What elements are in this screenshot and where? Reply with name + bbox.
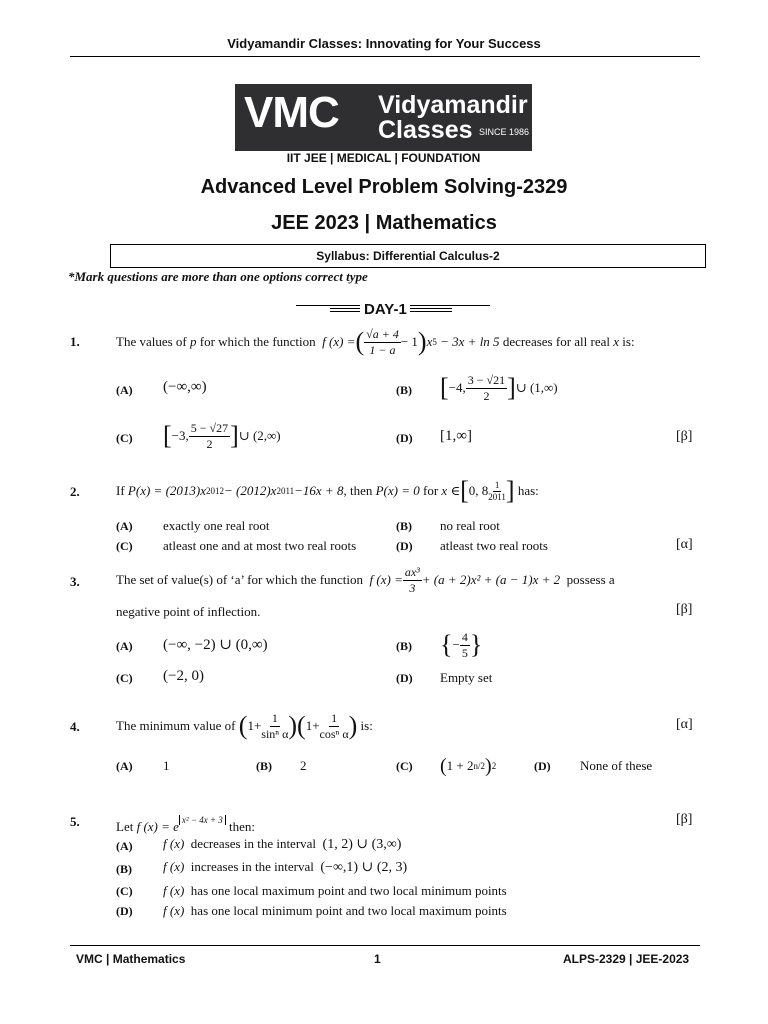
q3-option-c: (−2, 0): [163, 668, 204, 684]
paren: (: [238, 711, 248, 740]
q5b-interval: (−∞,1) ∪ (2, 3): [320, 860, 408, 875]
q5d-text: has one local minimum point and two local maximum points: [190, 903, 507, 918]
q1c-fraction: [189, 421, 230, 451]
q4-f1-num: 1: [271, 711, 278, 726]
q4-fraction-2: [320, 711, 349, 741]
q5-option-c: [163, 883, 507, 899]
q2-text-a: If: [116, 483, 125, 498]
question-4-stem: [116, 704, 373, 748]
question-5-number: 5.: [70, 814, 80, 829]
page-number: 1: [374, 952, 381, 966]
q1-frac-num: √a + 4: [366, 327, 399, 342]
footer-left: VMC | Mathematics: [76, 952, 186, 966]
document-title: Advanced Level Problem Solving-2329: [200, 176, 568, 198]
q4-f2-den: cosⁿ α: [319, 726, 349, 741]
q1-option-c: [163, 416, 281, 456]
q1-func-lhs: f (x) =: [322, 334, 356, 349]
q5-option-b-label: (B): [116, 862, 132, 876]
day-rule-right: [410, 305, 490, 306]
logo-since: SINCE 1986: [479, 127, 530, 137]
q1b-den: 2: [483, 388, 490, 403]
q5-option-d-label: (D): [116, 904, 133, 918]
day-label: DAY-1: [364, 301, 407, 318]
q2-option-c-label: (C): [116, 539, 133, 553]
multi-correct-note: *Mark questions are more than one options correct type: [68, 269, 368, 284]
q4c-square: 2: [491, 761, 497, 771]
q5c-fx: f (x): [163, 883, 185, 898]
q3b-den: 5: [461, 645, 468, 660]
q1-option-a-label: (A): [116, 383, 133, 397]
day-rule-left: [296, 305, 360, 306]
q1-option-b: [440, 368, 558, 408]
q1-exp: 5: [432, 337, 437, 347]
q2-answer-mark: [α]: [676, 537, 693, 552]
q4-text-b: is:: [360, 718, 373, 733]
q3-option-b-label: (B): [396, 639, 412, 653]
paren: (: [297, 711, 306, 740]
q1c-den: 2: [206, 436, 213, 451]
q1-var-p: p: [190, 334, 197, 349]
q1b-fraction: [466, 373, 507, 403]
q3-option-d-label: (D): [396, 671, 413, 685]
q3-frac-num: ax³: [404, 565, 420, 580]
paren: ): [348, 711, 358, 740]
q4c-pre: 1 + 2: [446, 758, 474, 773]
bracket: ]: [507, 373, 516, 402]
day-rule-right: [410, 308, 452, 309]
q5b-text: increases in the interval: [190, 859, 314, 874]
q1-tail: − 3x + ln 5: [440, 334, 500, 349]
logo-mark: VMC: [244, 88, 339, 137]
q5-text-b: then:: [229, 819, 256, 834]
q5-option-b: [163, 859, 407, 876]
q4-option-c: [440, 752, 496, 780]
q1b-pre: −4,: [448, 380, 466, 395]
question-2-stem: [116, 469, 539, 513]
q2-option-b-label: (B): [396, 519, 412, 533]
question-3-stem: [116, 558, 615, 602]
q3b-fraction: [460, 630, 470, 660]
bracket: [: [440, 373, 449, 402]
q4-f1-den: sinⁿ α: [261, 726, 289, 741]
q1c-post: ∪ (2,∞): [238, 428, 281, 443]
q1-option-d-label: (D): [396, 431, 413, 445]
q2-e2: 2011: [276, 486, 295, 496]
q5-answer-mark: [β]: [676, 812, 693, 827]
q1c-pre: −3,: [171, 428, 189, 443]
question-1-number: 1.: [70, 334, 80, 349]
q2-int-exp: [488, 480, 506, 503]
question-5-stem: [116, 805, 255, 835]
q5b-fx: f (x): [163, 859, 185, 874]
q2-int-den: 2011: [488, 491, 506, 502]
q5-option-a-label: (A): [116, 839, 133, 853]
q4-text-a: The minimum value of: [116, 718, 236, 733]
q1-var-x: x: [613, 334, 620, 349]
q2-int-num: 1: [494, 479, 500, 490]
q2-int-pre: 0, 8: [468, 483, 489, 498]
paren: ): [417, 327, 427, 356]
q3-func-lhs: f (x) =: [369, 572, 403, 587]
paren: ): [288, 711, 298, 740]
q1b-num: 3 − √21: [467, 373, 506, 388]
q2-option-c: atleast one and at most two real roots: [163, 538, 357, 553]
q2-text-c: for: [423, 483, 439, 498]
q3-option-c-label: (C): [116, 671, 133, 685]
q5-text-a: Let: [116, 819, 134, 834]
q2-option-d-label: (D): [396, 539, 413, 553]
paren: ): [485, 755, 492, 777]
q4c-exp: n/2: [473, 761, 486, 771]
q1-option-d: [1,∞]: [440, 428, 472, 444]
logo-name-line2: Classes: [378, 116, 473, 144]
q3-option-b: [440, 624, 482, 666]
brace: {: [440, 630, 453, 659]
q1-option-a: (−∞,∞): [163, 379, 207, 395]
q2-poly3: −16x + 8: [294, 483, 344, 498]
q3-fraction: [403, 565, 422, 595]
paren: (: [440, 755, 447, 777]
q1-option-b-label: (B): [396, 383, 412, 397]
q4-answer-mark: [α]: [676, 717, 693, 732]
q5-option-d: [163, 903, 507, 919]
day-rule-left: [330, 308, 360, 309]
q3b-pre: −: [452, 637, 460, 652]
q1b-post: ∪ (1,∞): [515, 380, 558, 395]
q1-end: is:: [622, 334, 635, 349]
q1-text: The values of: [116, 334, 187, 349]
q5-exp: x² − 4x + 3: [179, 815, 226, 825]
bracket: ]: [505, 476, 515, 505]
bracket: [: [163, 421, 172, 450]
q1c-num: 5 − √27: [190, 421, 229, 436]
q5-option-a: [163, 836, 401, 853]
q2-poly: P(x) = (2013)x: [127, 483, 206, 498]
q5-option-c-label: (C): [116, 884, 133, 898]
q5-func: f (x) = e: [136, 819, 179, 834]
q4-one: 1+: [247, 718, 262, 733]
q1-minus-one: − 1: [400, 334, 418, 349]
syllabus-box: Syllabus: Differential Calculus-2: [110, 244, 706, 268]
q2-text-d: has:: [517, 483, 539, 498]
q2-poly2: − (2012)x: [224, 483, 277, 498]
bracket: [: [460, 476, 469, 505]
q2-dom: x ∈: [441, 483, 461, 498]
q3-option-a-label: (A): [116, 639, 133, 653]
q2-text-b: , then: [343, 483, 373, 498]
page-header-title: Vidyamandir Classes: Innovating for Your Success: [227, 36, 541, 51]
q1-post: decreases for all real: [502, 334, 610, 349]
q2-cond: P(x) = 0: [375, 483, 420, 498]
question-4-number: 4.: [70, 719, 80, 734]
q2-option-d: atleast two real roots: [440, 538, 548, 553]
q4-option-a-label: (A): [116, 759, 133, 773]
q4-f2-num: 1: [331, 711, 338, 726]
q5a-fx: f (x): [163, 836, 185, 851]
q4-option-d: None of these: [580, 758, 653, 773]
q4-option-b-label: (B): [256, 759, 272, 773]
q1-fraction: [364, 327, 401, 357]
q3-frac-den: 3: [409, 580, 416, 595]
q3-text-a: The set of value(s) of ‘a’ for which the function: [116, 572, 364, 587]
paren: (: [355, 327, 365, 356]
logo-tagline: IIT JEE | MEDICAL | FOUNDATION: [286, 151, 481, 165]
question-3-number: 3.: [70, 574, 80, 589]
q5a-interval: (1, 2) ∪ (3,∞): [322, 837, 402, 852]
q4-fraction-1: [261, 711, 288, 741]
q1-frac-den: 1 − a: [369, 342, 396, 357]
q5c-text: has one local maximum point and two local minimum points: [190, 883, 507, 898]
bracket: ]: [230, 421, 239, 450]
header-rule: [70, 56, 700, 57]
footer-right: ALPS-2329 | JEE-2023: [563, 952, 690, 966]
q1-text-mid: for which the function: [199, 334, 316, 349]
footer-rule: [70, 945, 700, 946]
q3-option-d: Empty set: [440, 670, 493, 685]
q2-e1: 2012: [206, 486, 224, 496]
day-rule-right: [410, 311, 452, 312]
q2-option-a-label: (A): [116, 519, 133, 533]
day-rule-left: [330, 311, 360, 312]
q4-option-a: 1: [163, 758, 170, 773]
q4-option-b: 2: [300, 758, 307, 773]
q3-text-b: possess a: [566, 572, 615, 587]
q1-answer-mark: [β]: [676, 429, 693, 444]
q5a-text: decreases in the interval: [190, 836, 317, 851]
document-subject: JEE 2023 | Mathematics: [271, 212, 497, 234]
q4-one: 1+: [305, 718, 320, 733]
q3b-num: 4: [461, 630, 468, 645]
logo-name-line1: Vidyamandir: [378, 91, 528, 119]
q5d-fx: f (x): [163, 903, 185, 918]
q2-option-a: exactly one real root: [163, 518, 270, 533]
q3-line2: negative point of inflection.: [116, 604, 261, 619]
brace: }: [469, 630, 483, 659]
q1-x: x: [426, 334, 433, 349]
q3-option-a: (−∞, −2) ∪ (0,∞): [163, 637, 268, 653]
q3-tail: + (a + 2)x² + (a − 1)x + 2: [421, 572, 561, 587]
q1-option-c-label: (C): [116, 431, 133, 445]
q4-option-c-label: (C): [396, 759, 413, 773]
q3-answer-mark: [β]: [676, 602, 693, 617]
question-2-number: 2.: [70, 484, 80, 499]
q2-option-b: no real root: [440, 518, 500, 533]
q4-option-d-label: (D): [534, 759, 551, 773]
question-1-stem: [116, 320, 635, 364]
